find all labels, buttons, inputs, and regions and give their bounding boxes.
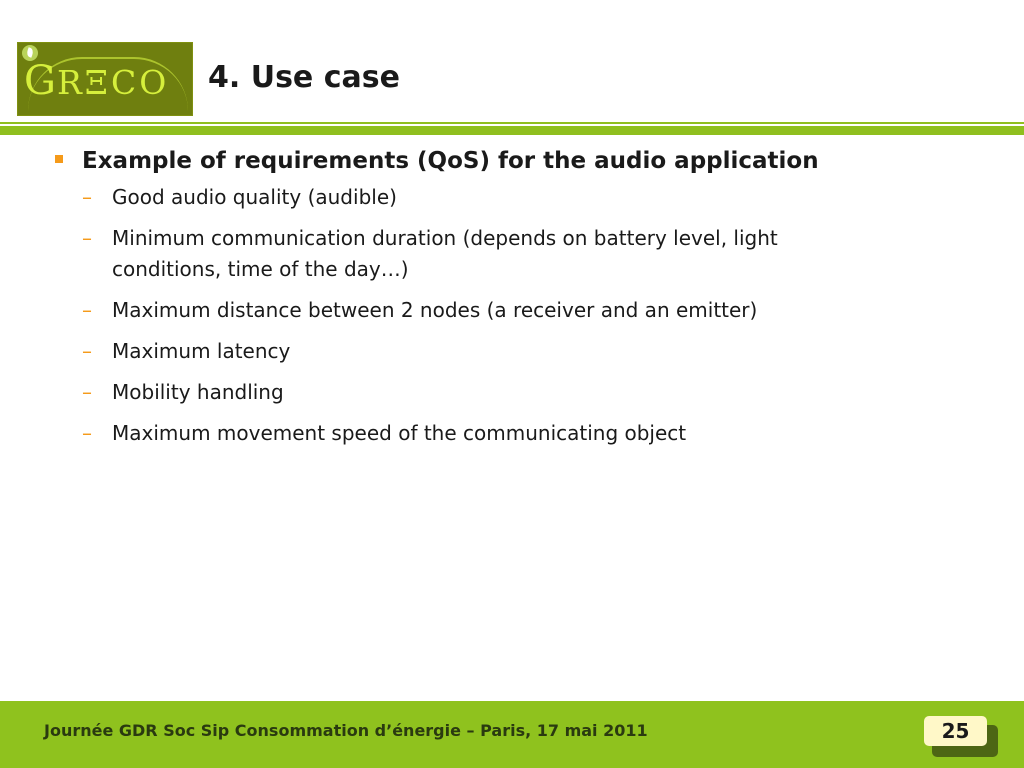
dash-bullet-icon: – bbox=[82, 226, 92, 250]
dash-bullet-icon: – bbox=[82, 421, 92, 445]
list-item bbox=[52, 223, 872, 285]
dash-bullet-icon: – bbox=[82, 380, 92, 404]
dash-bullet-icon: – bbox=[82, 185, 92, 209]
greco-logo bbox=[17, 42, 193, 116]
list-item-text: Maximum distance between 2 nodes (a receiver and an emitter) bbox=[112, 298, 758, 322]
dash-bullet-icon: – bbox=[82, 339, 92, 363]
list-item bbox=[52, 295, 872, 326]
slide-content bbox=[52, 140, 992, 459]
page-number: 25 bbox=[924, 716, 987, 746]
dash-bullet-icon: – bbox=[82, 298, 92, 322]
bullet-heading-text: Example of requirements (QoS) for the audio application bbox=[82, 148, 819, 174]
list-item bbox=[52, 336, 872, 367]
header-divider-thin bbox=[0, 122, 1024, 124]
list-item-text: Minimum communication duration (depends on battery level, light conditions, time of the day…) bbox=[112, 226, 778, 281]
header-divider-thick bbox=[0, 126, 1024, 135]
list-item-text: Mobility handling bbox=[112, 380, 284, 404]
logo-wordmark: GRΞCO bbox=[24, 58, 170, 104]
footer-text: Journée GDR Soc Sip Consommation d’énergie – Paris, 17 mai 2011 bbox=[44, 721, 648, 740]
requirements-list bbox=[52, 182, 992, 449]
list-item-text: Good audio quality (audible) bbox=[112, 185, 397, 209]
page-title: 4. Use case bbox=[208, 60, 400, 95]
list-item-text: Maximum movement speed of the communicating object bbox=[112, 421, 687, 445]
list-item bbox=[52, 418, 872, 449]
square-bullet-icon bbox=[55, 155, 63, 163]
footer-bar bbox=[0, 701, 1024, 768]
list-item bbox=[52, 377, 872, 408]
list-item bbox=[52, 182, 872, 213]
bullet-heading bbox=[52, 140, 992, 182]
list-item-text: Maximum latency bbox=[112, 339, 291, 363]
